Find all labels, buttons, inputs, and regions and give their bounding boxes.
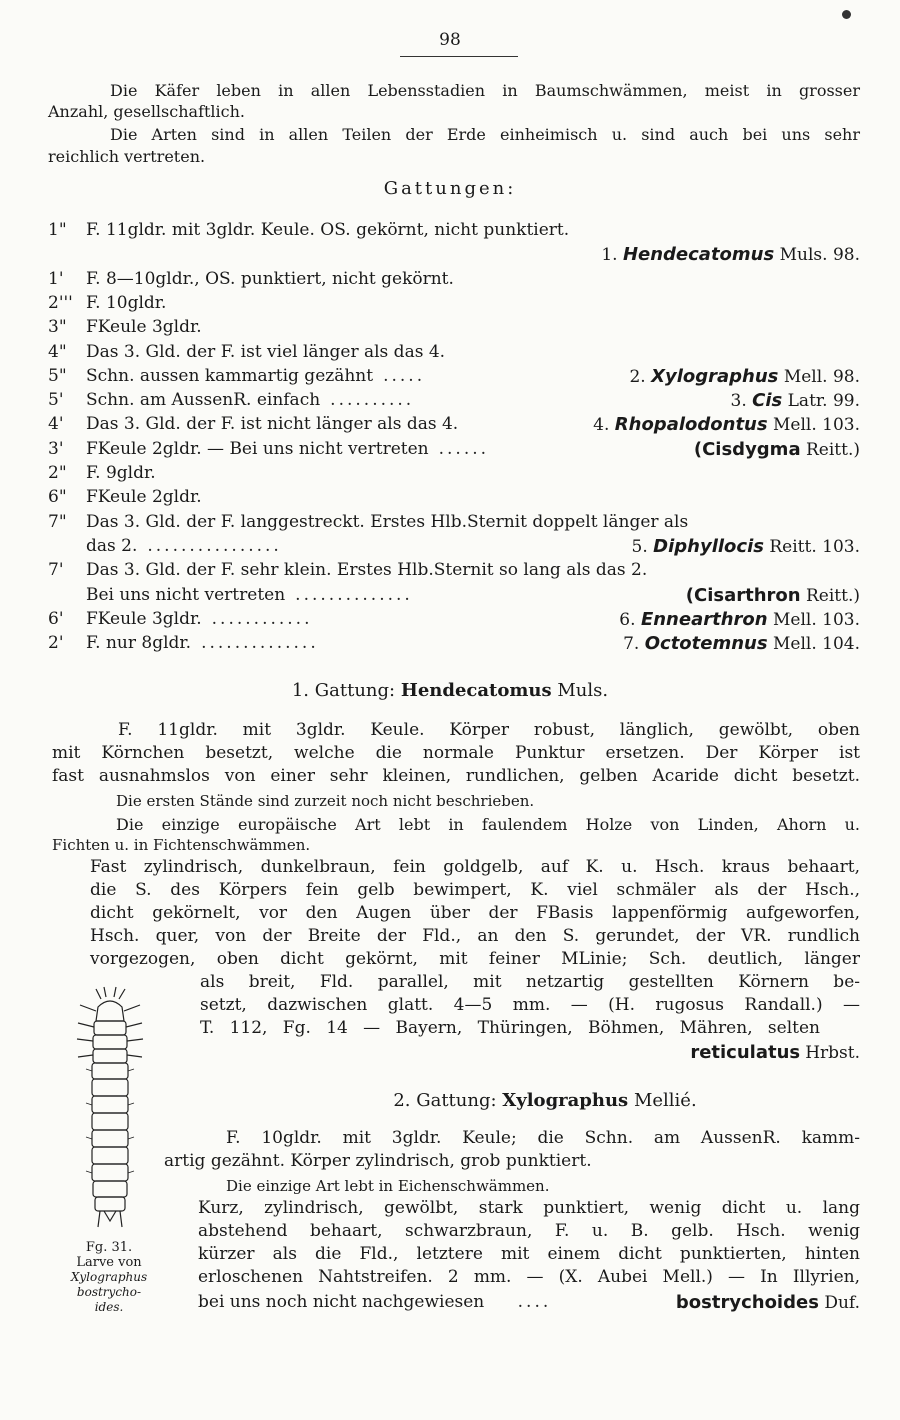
key-couplet-number: 3' bbox=[48, 438, 64, 459]
key-couplet-text: F. 8—10gldr., OS. punktiert, nicht gekörnt. bbox=[86, 268, 454, 289]
key-couplet-text: das 2. bbox=[86, 535, 138, 556]
key-genus-name: Diphyllocis bbox=[653, 535, 764, 557]
key-leader-dots: ..... bbox=[383, 365, 426, 386]
species-reticulatus: reticulatus bbox=[690, 1042, 801, 1063]
genus-2-species-desc-3: kürzer als die Fld., letztere mit einem dicht punktierten, hinten bbox=[198, 1244, 860, 1264]
key-couplet-number: 4' bbox=[48, 414, 64, 435]
key-leader-dots: .......... bbox=[330, 390, 415, 411]
genus-1-species-desc-4: Hsch. quer, von der Breite der Fld., an den S. gerundet, der VR. rundlich bbox=[90, 926, 860, 946]
key-genus-name: Xylographus bbox=[651, 365, 779, 387]
key-genus-number: 2. bbox=[629, 366, 646, 387]
genus-2-leader-dots: .... bbox=[517, 1292, 552, 1312]
key-couplet-number: 2' bbox=[48, 633, 64, 654]
genus-1-desc-1: F. 11gldr. mit 3gldr. Keule. Körper robust, länglich, gewölbt, oben bbox=[118, 720, 860, 740]
key-genus-author: Mell. 98. bbox=[783, 366, 860, 387]
key-row bbox=[48, 437, 860, 462]
key-couplet-text: Schn. aussen kammartig gezähnt bbox=[86, 365, 374, 386]
figure-caption bbox=[56, 1240, 162, 1315]
figure-caption-number: Fg. 31. bbox=[85, 1240, 133, 1255]
key-couplet-text: FKeule 2gldr. — Bei uns nicht vertreten bbox=[86, 438, 429, 459]
key-genus-result bbox=[731, 388, 861, 414]
key-row bbox=[48, 291, 860, 316]
intro-line-2: Anzahl, gesellschaftlich. bbox=[48, 102, 245, 121]
key-row bbox=[48, 340, 860, 365]
key-couplet-text: F. 10gldr. bbox=[86, 292, 167, 313]
key-genus-number: 4. bbox=[593, 415, 610, 436]
key-genus-name: Octotemnus bbox=[644, 633, 768, 655]
key-genus-result bbox=[619, 607, 860, 633]
genus-2-species-desc-5: bei uns noch nicht nachgewiesen bbox=[198, 1292, 485, 1312]
key-genus-author: Mell. 103. bbox=[772, 609, 860, 630]
key-couplet-number: 1" bbox=[48, 220, 67, 240]
key-genus-name: Ennearthron bbox=[640, 608, 768, 630]
intro-line-4: reichlich vertreten. bbox=[48, 147, 206, 166]
intro-line-3: Die Arten sind in allen Teilen der Erde einheimisch u. sind auch bei uns sehr bbox=[110, 125, 860, 144]
genus-1-desc-2: mit Körnchen besetzt, welche die normale Punktur ersetzen. Der Körper ist bbox=[52, 743, 860, 763]
key-genus-result bbox=[623, 631, 860, 657]
key-couplet-number: 5" bbox=[48, 365, 67, 386]
key-genus-author: Latr. 99. bbox=[787, 391, 860, 412]
key-leader-dots: ...... bbox=[438, 438, 490, 459]
key-couplet-text: F. 9gldr. bbox=[86, 463, 156, 483]
key-couplet-text: Das 3. Gld. der F. langgestreckt. Erstes Hlb.Sternit doppelt länger als bbox=[86, 511, 689, 532]
key-genus-result bbox=[686, 583, 860, 609]
species-bostrychoides-author: Duf. bbox=[824, 1293, 860, 1313]
key-leader-dots: ................ bbox=[147, 535, 282, 556]
species-bostrychoides: bostrychoides bbox=[675, 1292, 819, 1313]
key-row bbox=[48, 510, 860, 535]
key-genus-author: Reitt.) bbox=[806, 585, 860, 606]
genus-1-heading-name: Hendecatomus bbox=[400, 680, 552, 701]
key-row bbox=[48, 558, 860, 583]
genus-2-heading bbox=[95, 1090, 900, 1111]
key-couplet-number: 6' bbox=[48, 608, 64, 629]
key-couplet-number: 2''' bbox=[48, 292, 73, 313]
genus-1-species-desc-6: als breit, Fld. parallel, mit netzartig gestellten Körnern be- bbox=[200, 972, 860, 992]
key-row bbox=[48, 461, 860, 486]
key-couplet-text: F. nur 8gldr. bbox=[86, 633, 192, 654]
key-genus-author: Muls. 98. bbox=[779, 245, 860, 266]
figure-caption-line-3: Xylographus bbox=[70, 1270, 148, 1284]
key-genus-author: Reitt.) bbox=[806, 439, 860, 460]
key-couplet-text: FKeule 3gldr. bbox=[86, 317, 202, 338]
key-genus-result bbox=[694, 437, 860, 463]
key-genus-name: Hendecatomus bbox=[622, 244, 775, 266]
genus-1-species-desc-8: T. 112, Fg. 14 — Bayern, Thüringen, Böhmen, Mähren, selten bbox=[200, 1018, 820, 1038]
genus-2-heading-number: 2. Gattung: bbox=[393, 1090, 497, 1111]
key-couplet-text: Das 3. Gld. der F. sehr klein. Erstes Hlb.Sternit so lang als das 2. bbox=[86, 560, 648, 581]
genus-1-species-name bbox=[690, 1042, 860, 1064]
genus-1-heading-number: 1. Gattung: bbox=[291, 680, 396, 701]
genus-2-species-desc-2: abstehend behaart, schwarzbraun, F. u. B. gelb. Hsch. wenig bbox=[198, 1221, 860, 1241]
genus-1-species-desc-3: dicht gekörnelt, vor den Augen über der FBasis lappenförmig aufgeworfen, bbox=[90, 903, 860, 923]
key-genus-number: 1. bbox=[601, 245, 618, 266]
genus-1-species-desc-5: vorgezogen, oben dicht gekörnt, mit feiner MLinie; Sch. deutlich, länger bbox=[90, 949, 860, 969]
genus-2-desc-2: artig gezähnt. Körper zylindrisch, grob punktiert. bbox=[164, 1151, 592, 1171]
genus-1-habitat-2: Fichten u. in Fichtenschwämmen. bbox=[52, 836, 311, 854]
key-couplet-number: 5' bbox=[48, 390, 64, 411]
genus-1-species-desc-1: Fast zylindrisch, dunkelbraun, fein goldgelb, auf K. u. Hsch. kraus behaart, bbox=[90, 857, 860, 877]
genus-2-desc-1: F. 10gldr. mit 3gldr. Keule; die Schn. am AussenR. kamm- bbox=[226, 1128, 860, 1148]
key-leader-dots: ............ bbox=[211, 608, 313, 629]
key-row bbox=[48, 607, 860, 632]
key-genus-name: Cis bbox=[752, 390, 783, 412]
key-couplet-text: FKeule 3gldr. bbox=[86, 608, 202, 629]
key-couplet-text: Das 3. Gld. der F. ist viel länger als das 4. bbox=[86, 341, 446, 362]
key-genus-author: Mell. 104. bbox=[772, 634, 860, 655]
key-couplet-number: 3" bbox=[48, 317, 67, 338]
key-genus-name: Rhopalodontus bbox=[614, 414, 768, 436]
genus-1-habitat-1: Die einzige europäische Art lebt in faulendem Holze von Linden, Ahorn u. bbox=[116, 815, 860, 834]
key-couplet-number: 2" bbox=[48, 463, 67, 483]
key-couplet-number: 1' bbox=[48, 268, 64, 289]
key-genus-number: 7. bbox=[623, 634, 640, 655]
key-genus-author: Reitt. 103. bbox=[769, 536, 860, 557]
key-genus-result bbox=[601, 242, 860, 268]
ink-spot bbox=[842, 10, 851, 19]
genus-2-species-desc-1: Kurz, zylindrisch, gewölbt, stark punktiert, wenig dicht u. lang bbox=[198, 1198, 860, 1218]
key-genus-number: 6. bbox=[619, 609, 636, 630]
genus-2-heading-name: Xylographus bbox=[502, 1090, 629, 1111]
page-number: 98 bbox=[439, 30, 461, 50]
key-row bbox=[48, 485, 860, 510]
key-genus-result bbox=[629, 364, 860, 390]
figure-caption-line-2: Larve von bbox=[76, 1255, 142, 1270]
key-row bbox=[48, 315, 860, 340]
species-reticulatus-author: Hrbst. bbox=[805, 1043, 860, 1063]
key-row bbox=[48, 267, 860, 292]
key-leader-dots: .............. bbox=[201, 633, 319, 654]
key-genus-author: Mell. 103. bbox=[772, 415, 860, 436]
genus-1-heading-author: Muls. bbox=[557, 680, 609, 701]
genus-1-stages: Die ersten Stände sind zurzeit noch nicht beschrieben. bbox=[116, 792, 535, 810]
figure-caption-line-5: ides. bbox=[94, 1300, 124, 1314]
key-row bbox=[48, 412, 860, 437]
page-number-rule bbox=[400, 56, 518, 57]
key-couplet-text: Das 3. Gld. der F. ist nicht länger als das 4. bbox=[86, 414, 459, 435]
larva-illustration bbox=[68, 985, 152, 1240]
key-genus-name: (Cisdygma bbox=[693, 438, 801, 460]
genus-2-species-desc-4: erloschenen Nahtstreifen. 2 mm. — (X. Aubei Mell.) — In Illyrien, bbox=[198, 1267, 860, 1287]
key-couplet-number: 6" bbox=[48, 487, 67, 508]
key-genus-result bbox=[593, 412, 860, 438]
key-row bbox=[48, 583, 860, 608]
key-row bbox=[48, 388, 860, 413]
intro-line-1: Die Käfer leben in allen Lebensstadien in Baumschwämmen, meist in grosser bbox=[110, 81, 860, 100]
key-genus-result bbox=[632, 534, 860, 560]
key-row bbox=[48, 242, 860, 267]
key-genus-number: 3. bbox=[730, 391, 747, 412]
key-couplet-number: 7' bbox=[48, 560, 64, 581]
figure-caption-line-4: bostrycho- bbox=[76, 1285, 142, 1299]
gattungen-heading: Gattungen: bbox=[383, 178, 517, 199]
key-couplet-text: FKeule 2gldr. bbox=[86, 487, 202, 508]
genus-2-habitat: Die einzige Art lebt in Eichenschwämmen. bbox=[226, 1177, 550, 1195]
key-couplet-text: Bei uns nicht vertreten bbox=[86, 584, 286, 605]
genus-2-heading-author: Mellié. bbox=[633, 1090, 697, 1111]
genus-2-species-line bbox=[198, 1292, 860, 1313]
key-row bbox=[48, 534, 860, 559]
genus-1-desc-3: fast ausnahmslos von einer sehr kleinen, rundlichen, gelben Acaride dicht besetzt. bbox=[52, 766, 860, 786]
key-row bbox=[48, 364, 860, 389]
key-couplet-text: Schn. am AussenR. einfach bbox=[86, 390, 321, 411]
genus-1-species-desc-7: setzt, dazwischen glatt. 4—5 mm. — (H. rugosus Randall.) — bbox=[200, 995, 860, 1015]
key-genus-number: 5. bbox=[631, 536, 648, 557]
genus-1-species-desc-2: die S. des Körpers fein gelb bewimpert, K. viel schmäler als der Hsch., bbox=[90, 880, 860, 900]
key-row bbox=[48, 631, 860, 656]
genus-1-heading bbox=[0, 680, 900, 701]
key-couplet-text: F. 11gldr. mit 3gldr. Keule. OS. gekörnt, nicht punktiert. bbox=[86, 220, 570, 240]
key-genus-name: (Cisarthron bbox=[685, 584, 801, 606]
key-couplet-number: 4" bbox=[48, 341, 67, 362]
key-row bbox=[48, 218, 860, 243]
key-couplet-number: 7" bbox=[48, 511, 67, 532]
key-leader-dots: .............. bbox=[295, 584, 413, 605]
